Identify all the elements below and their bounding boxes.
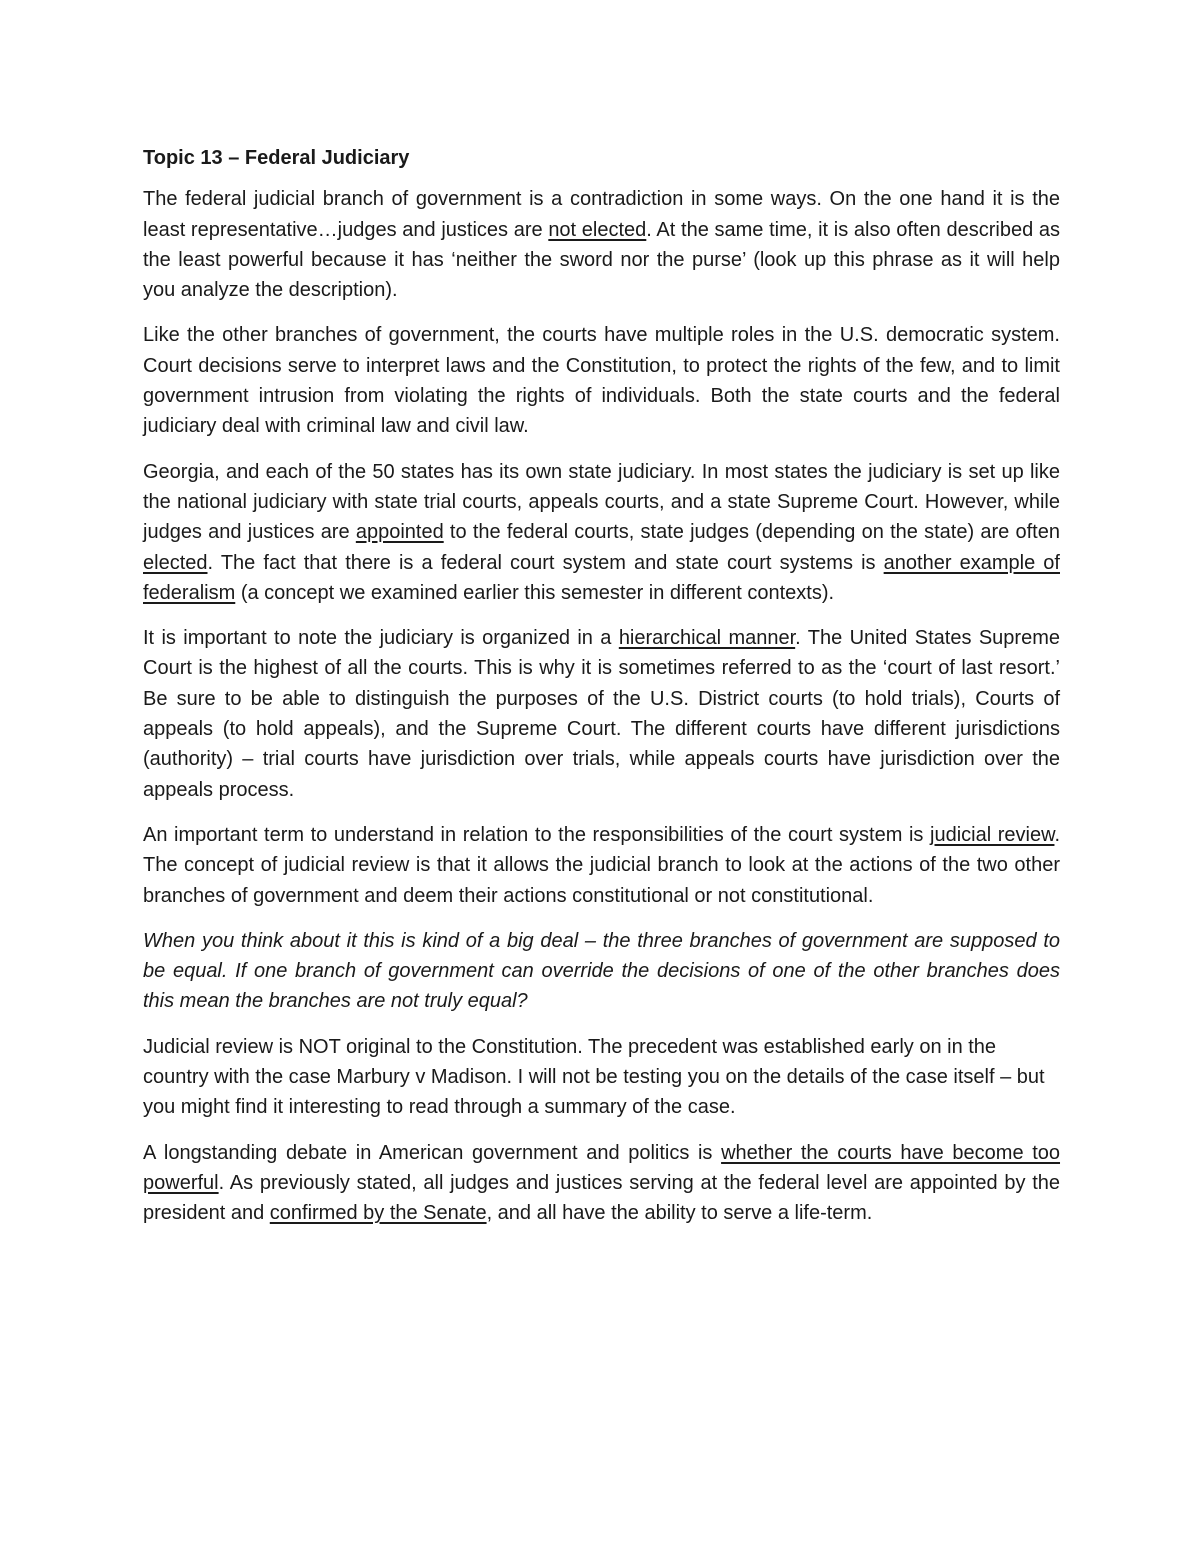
paragraph-text: Like the other branches of government, the courts have multiple roles in the U.S. democratic system. Court decisions serve to interpret laws and the Constitution, to protect the rights of the few, and to limit government intrusion from violating the rights of individuals. Both the state courts and the federal judiciary deal with criminal law and civil law.: [143, 324, 1060, 438]
paragraph-text: An important term to understand in relation to the responsibilities of the court system is: [143, 823, 931, 846]
paragraph-text: . The concept of judicial review is that it allows the judicial branch to look at the actions of the two other branches of government and deem their actions constitutional or not constitutional.: [143, 823, 1061, 907]
paragraph-states: [143, 457, 1060, 608]
paragraph-hierarchy: [143, 623, 1060, 805]
paragraph-intro: [143, 184, 1060, 305]
paragraph-debate: [143, 1138, 1060, 1229]
paragraph-text: , and all have the ability to serve a life-term.: [486, 1202, 873, 1225]
document-page: [143, 143, 1060, 1244]
paragraph-text: . At the same time, it is also often described as the least powerful because it has ‘neither the sword nor the purse’ (look up this phrase as it will help you analyze the description).: [143, 218, 1060, 302]
paragraph-marbury: [143, 1032, 1060, 1123]
paragraph-roles: [143, 320, 1060, 441]
paragraph-question: [143, 926, 1060, 1017]
underlined-term: hierarchical manner: [618, 627, 796, 650]
underlined-term: confirmed by the Senate: [269, 1202, 487, 1225]
paragraph-text: When you think about it this is kind of a big deal – the three branches of government are supposed to be equal. If one branch of government can override the decisions of one of the other branches does this mean the branches are not truly equal?: [143, 929, 1060, 1013]
paragraph-text: The federal judicial branch of government is a contradiction in some ways. On the one hand it is the least representative…judges and justices are: [143, 188, 1060, 241]
underlined-term: elected: [143, 551, 208, 574]
paragraph-text: A longstanding debate in American government and politics is: [143, 1141, 722, 1164]
paragraph-text: Georgia, and each of the 50 states has its own state judiciary. In most states the judiciary is set up like the national judiciary with state trial courts, appeals courts, and a state Supreme Court. However, while judges and justices are: [143, 460, 1060, 544]
paragraph-text: . As previously stated, all judges and justices serving at the federal level are appointed by the president and: [143, 1171, 1060, 1225]
paragraph-text: Judicial review is NOT original to the Constitution. The precedent was established early on in the country with the case Marbury v Madison. I will not be testing you on the details of the case itself – but you might find it interesting to read through a summary of the case.: [143, 1035, 1045, 1119]
underlined-term: not elected: [548, 218, 647, 241]
paragraph-text: to the federal courts, state judges (depending on the state) are often: [443, 521, 1060, 544]
paragraph-text: . The United States Supreme Court is the highest of all the courts. This is why it is sometimes referred to as the ‘court of last resort.’ Be sure to be able to distinguish the purposes of the U.S. District courts (to hold trials), Courts of appeals (to hold appeals), and the Supreme Court. The different courts have different jurisdictions (authority) – trial courts have jurisdiction over trials, while appeals courts have jurisdiction over the appeals process.: [143, 627, 1060, 801]
page-title: Topic 13 – Federal Judiciary: [143, 147, 410, 169]
underlined-term: whether the courts have become too powerful: [143, 1141, 1061, 1194]
paragraph-judicial-review: [143, 820, 1060, 911]
paragraph-text: . The fact that there is a federal court system and state court systems is: [207, 551, 884, 574]
underlined-term: appointed: [355, 521, 444, 544]
paragraph-text: (a concept we examined earlier this semester in different contexts).: [235, 581, 835, 604]
underlined-term: judicial review: [930, 823, 1055, 846]
paragraph-text: It is important to note the judiciary is organized in a: [143, 627, 619, 650]
underlined-term: another example of federalism: [143, 551, 1060, 604]
